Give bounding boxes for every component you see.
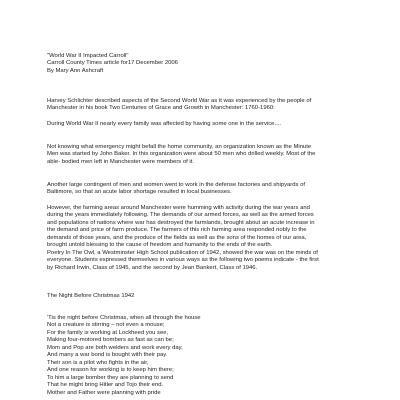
poem-line: Mom and Pop are both welders and work every day, [47,344,183,351]
article-title: "World War II Impacted Carroll" [47,53,129,59]
poem-line: Mother and Father were planning with pride [47,389,161,396]
poem-body [47,315,377,397]
text-line: During World War II nearly every family was affected by having some one in the service.... [47,121,281,127]
poem-line: That he might bring Hitler and Tojo their end. [47,382,164,389]
poem-title [47,293,377,300]
text-line: demands of those years, and the produce of the fields as well as the sons of the homes of our area, [47,234,307,241]
poem-line: Making four-motored bombers as fast as can be; [47,337,174,344]
paragraph-minute-men [47,144,377,166]
text-line: Poetry In The Owl, a Westminster High School publication of 1942, showed the war was on the minds of [47,249,318,256]
article-header [47,53,377,75]
text-line: However, the farming areas around Manchester were humming with activity during the war years and [47,205,310,211]
poem-line: And one reason for working is to keep him there; [47,367,174,374]
article-byline: By Mary Ann Ashcraft [47,67,104,74]
text-line: Harvey Schlichter described aspects of the Second World War as it was experienced by the people of [47,98,312,104]
text-line: by Richard Irwin, Class of 1945, and the second by Jean Bankert, Class of 1946. [47,264,258,271]
poem-line: And many a war bond is bought with their pay. [47,352,168,359]
text-line: and populations of nations where war has destroyed the farmlands, brought about an acute increase in [47,219,315,226]
paragraph-defense-factories [47,182,377,197]
poem-line: Their son is a pilot who fights in the air, [47,359,149,366]
text-line: everyone. Students expressed themselves in various ways as the following two poems indicate - the first [47,257,319,264]
paragraph-every-family [47,121,377,128]
text-line: Another large contingent of men and women went to work in the defense factories and shipyards of [47,182,306,188]
poem-title-text: The Night Before Christmas 1942 [47,293,135,299]
text-line: Baltimore, so that an acute labor shortage resulted in local businesses. [47,189,232,196]
poem-line: To him a large bomber they are planning to send [47,374,174,381]
article-source: Carroll County Times article for17 December 2006 [47,60,178,67]
text-line: Manchester in his book Two Centuries of Grace and Growth in Manchester: 1760-1960: [47,105,275,112]
paragraph-intro [47,98,377,113]
text-line: during the years immediately following. The demands of our armed forces, as well as the armed forces [47,212,314,219]
paragraph-farming [47,205,377,272]
text-line: brought untold blessing to the cause of freedom and humanity to the ends of the earth. [47,242,273,249]
text-line: Not knowing what emergency might befall the home community, an organization known as the Minute [47,144,312,150]
poem-line: For the family is working at Lockheed you see, [47,329,169,336]
text-line: Men was started by John Baker. In this organization were about 50 men who drilled weekly. Most of the [47,151,316,158]
poem-line: Not a creature is stirring – not even a mouse; [47,322,165,329]
text-line: the demand and price of farm produce. The farmers of this rich farming area responded nobly to the [47,227,307,234]
poem-line: 'Tis the night before Christmas, when all through the house [47,315,201,321]
text-line: able- bodied men left in Manchester were members of it. [47,158,195,165]
